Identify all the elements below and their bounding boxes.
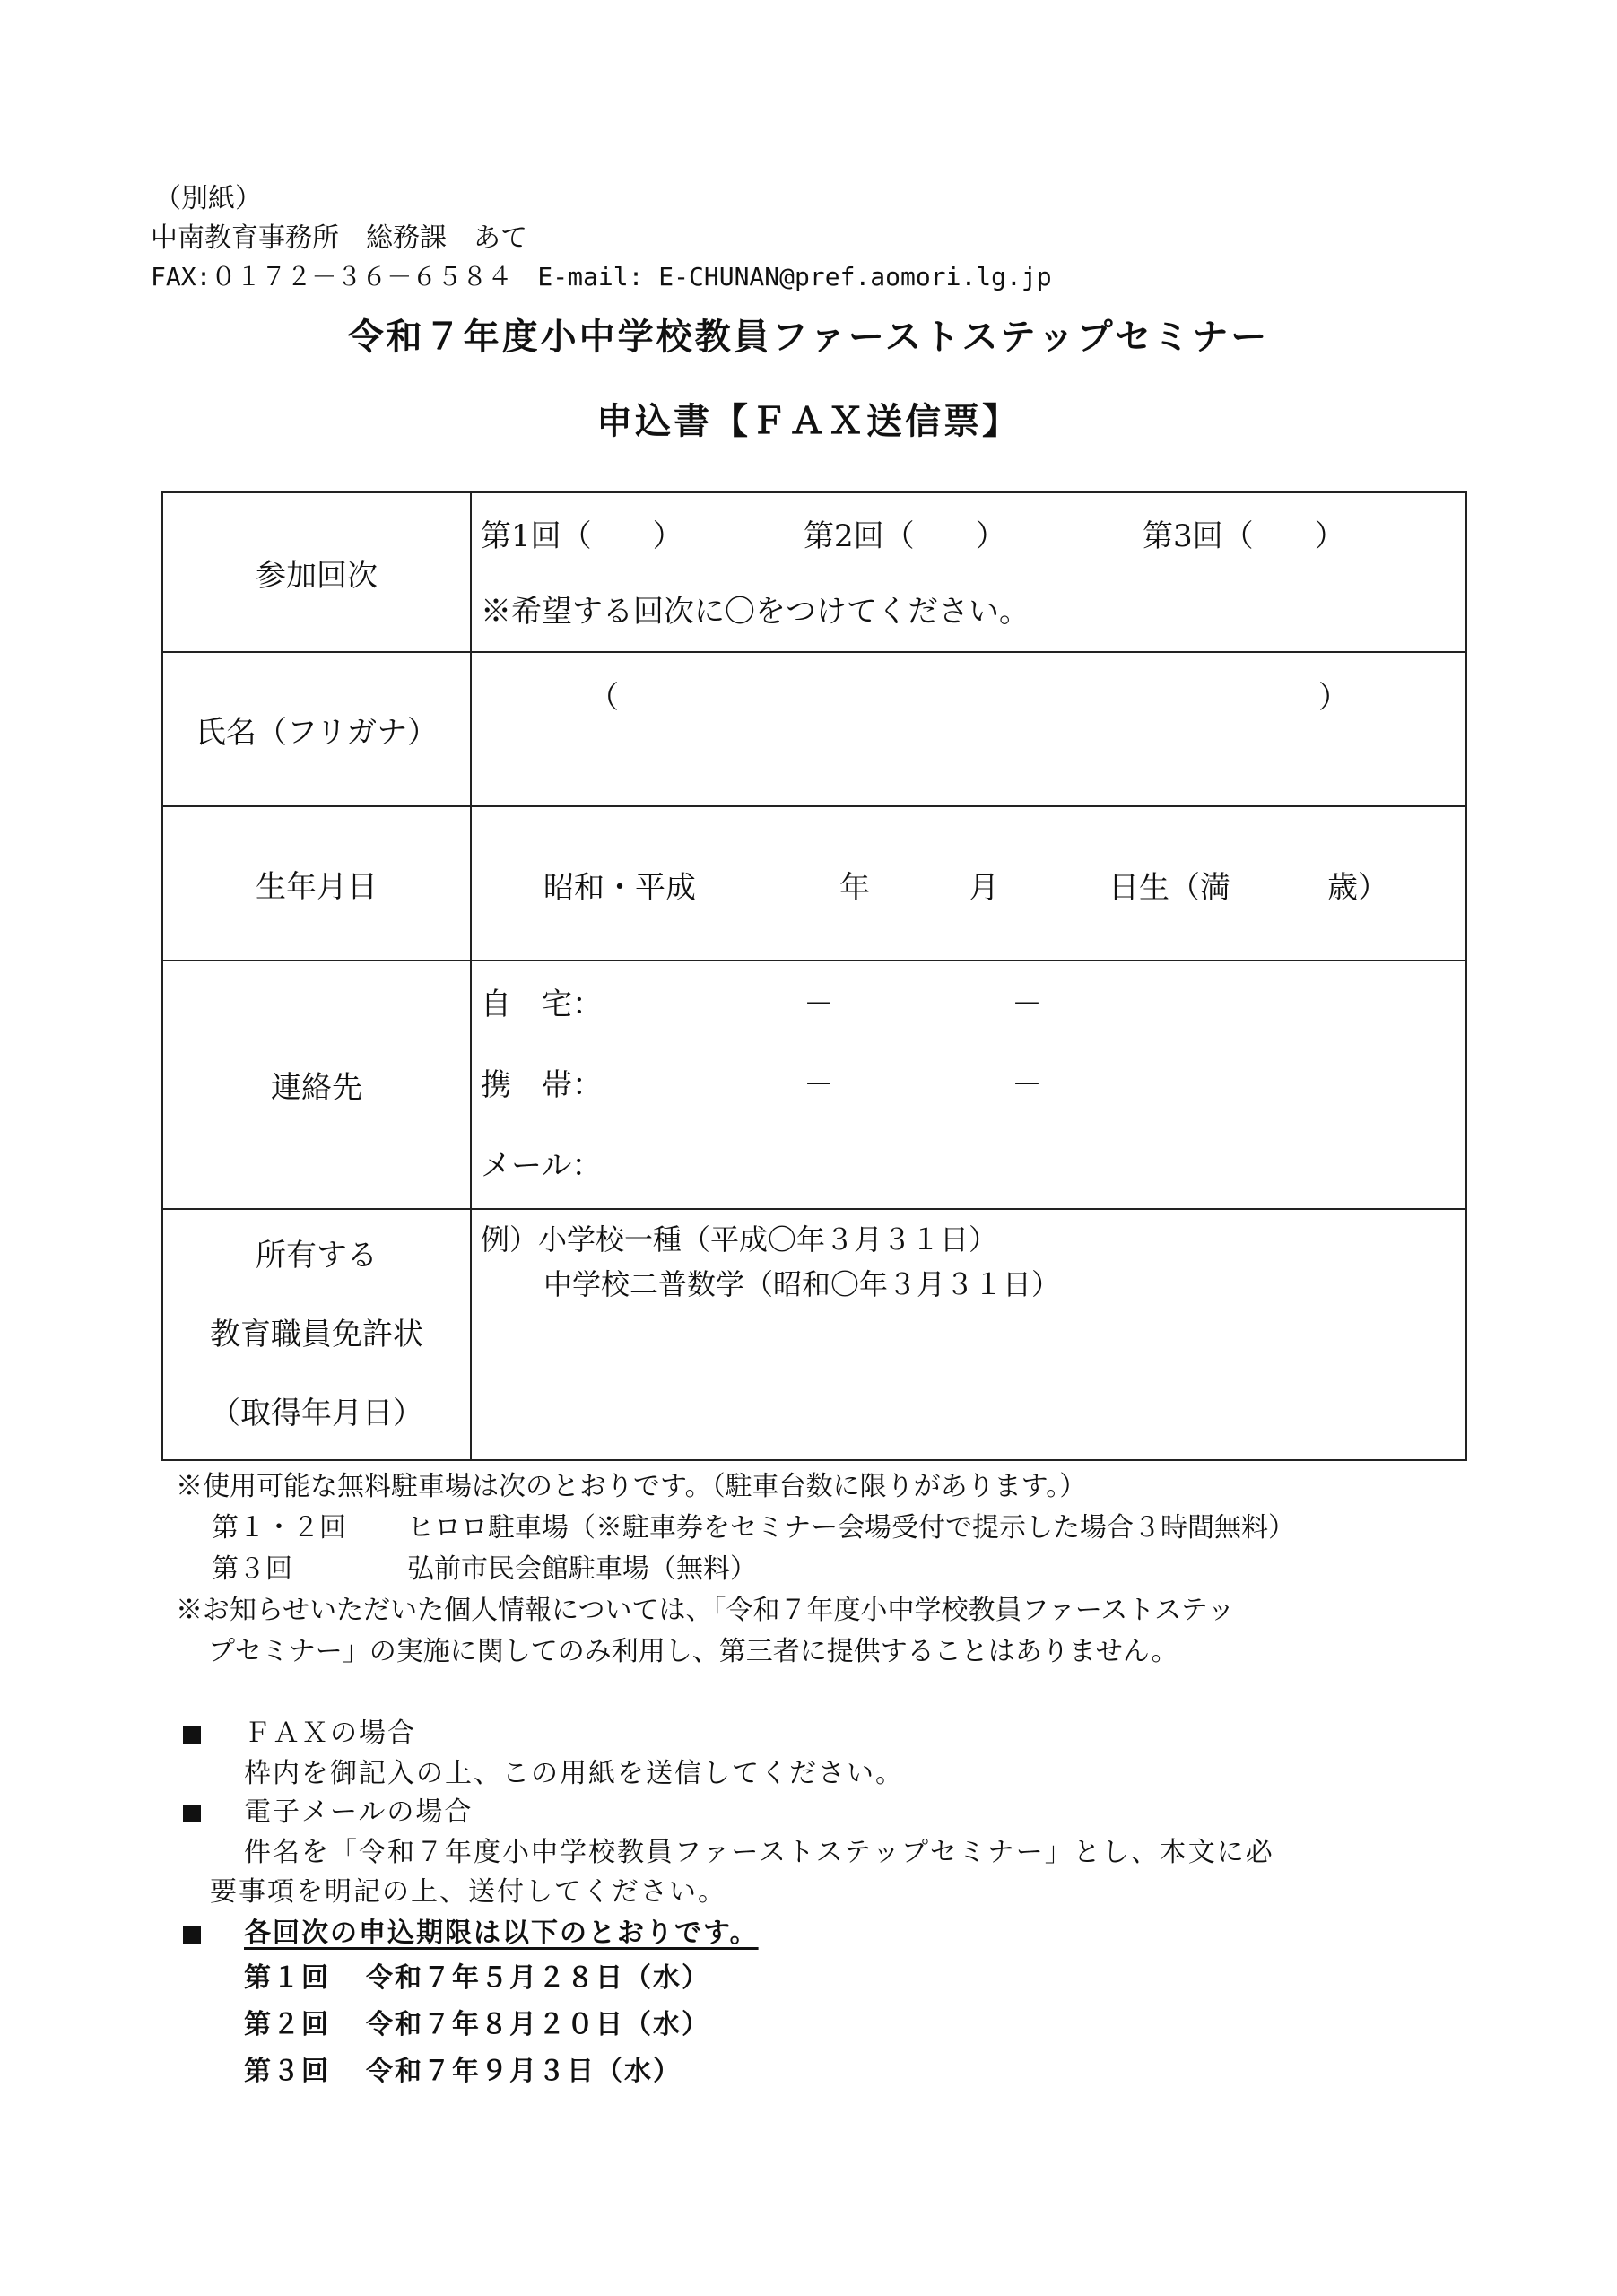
bullet-square-icon [183, 1926, 201, 1944]
home-phone-dash-1: － [804, 987, 834, 1022]
contact-row [162, 961, 1466, 1209]
mobile-phone-label: 携 帯： [481, 1067, 603, 1103]
birth-field[interactable] [471, 806, 1466, 961]
license-example-2: 中学校二普数学（昭和〇年３月３１日） [543, 1267, 1061, 1301]
license-label-line1: 所有する [256, 1238, 378, 1274]
home-phone-dash-2: － [1012, 987, 1042, 1022]
license-field[interactable] [471, 1209, 1466, 1460]
email-body-line1: 件名を「令和７年度小中学校教員ファーストステップセミナー」とし、本文に必 [244, 1837, 1274, 1868]
sessions-hint: ※希望する回次に〇をつけてください。 [481, 594, 1030, 630]
attachment-label: （別紙） [154, 183, 262, 214]
document-title: 令和７年度小中学校教員ファーストステップセミナー [347, 317, 1270, 358]
bullet-square-icon [183, 1805, 201, 1822]
license-example-1: 例）小学校一種（平成〇年３月３１日） [481, 1222, 998, 1257]
application-form [161, 491, 1467, 1461]
sessions-label: 参加回次 [162, 492, 471, 652]
name-field[interactable] [471, 652, 1466, 806]
home-phone-label: 自 宅： [481, 987, 603, 1022]
license-row [162, 1209, 1466, 1460]
email-label: メール： [481, 1148, 603, 1184]
contact-label: 連絡先 [162, 961, 471, 1209]
deadline-row: 第２回 令和７年８月２０日（水） [244, 2009, 710, 2040]
mobile-phone-dash-1: － [804, 1067, 834, 1103]
age-unit: 歳） [1327, 870, 1388, 906]
birth-row [162, 806, 1466, 961]
email-body-line2: 要事項を明記の上、送付してください。 [210, 1876, 726, 1908]
contact-field[interactable] [471, 961, 1466, 1209]
parking-1-detail: ヒロロ駐車場（※駐車券をセミナー会場受付で提示した場合３時間無料） [407, 1512, 1295, 1544]
privacy-note-line1: ※お知らせいただいた個人情報については、「令和７年度小中学校教員ファーストステッ [176, 1595, 1235, 1626]
name-row [162, 652, 1466, 806]
bullet-square-icon [183, 1726, 201, 1744]
parking-intro: ※使用可能な無料駐車場は次のとおりです。（駐車台数に限りがあります。） [176, 1471, 1087, 1502]
parking-2-detail: 弘前市民会館駐車場（無料） [407, 1553, 757, 1585]
session-option-2[interactable]: 第2回（ ） [804, 518, 1006, 554]
sessions-cell[interactable] [471, 492, 1466, 652]
birth-day-unit: 日生（満 [1108, 870, 1230, 906]
privacy-note-line2: プセミナー」の実施に関してのみ利用し、第三者に提供することはありません。 [208, 1636, 1178, 1667]
birth-era: 昭和・平成 [543, 870, 696, 906]
sessions-row [162, 492, 1466, 652]
birth-year-unit: 年 [839, 870, 870, 906]
license-label [162, 1209, 471, 1460]
furigana-close-paren: ） [1318, 680, 1349, 716]
session-option-1[interactable]: 第1回（ ） [481, 518, 683, 554]
recipient-line: 中南教育事務所 総務課 あて [151, 222, 527, 254]
mobile-phone-dash-2: － [1012, 1067, 1042, 1103]
license-label-line2: 教育職員免許状 [210, 1317, 423, 1352]
deadline-row: 第３回 令和７年９月３日（水） [244, 2056, 682, 2087]
furigana-open-paren: （ [588, 680, 619, 716]
session-option-3[interactable]: 第3回（ ） [1143, 518, 1345, 554]
parking-2-session: 第３回 [212, 1553, 292, 1585]
email-heading: 電子メールの場合 [183, 1789, 473, 1829]
fax-body: 枠内を御記入の上、この用紙を送信してください。 [244, 1758, 904, 1789]
deadline-heading: 各回次の申込期限は以下のとおりです。 [183, 1910, 759, 1950]
deadline-row: 第１回 令和７年５月２８日（水） [244, 1962, 710, 1994]
fax-heading: ＦＡＸの場合 [183, 1710, 416, 1750]
parking-1-session: 第１・２回 [212, 1512, 346, 1544]
name-label: 氏名（フリガナ） [162, 652, 471, 806]
contact-line: FAX:０１７２－３６－６５８４ E-mail: E-CHUNAN@pref.aomori.lg.jp [151, 262, 1052, 291]
birth-month-unit: 月 [969, 870, 999, 906]
document-subtitle: 申込書【ＦＡＸ送信票】 [596, 401, 1021, 442]
birth-label: 生年月日 [162, 806, 471, 961]
license-label-line3: （取得年月日） [210, 1396, 423, 1431]
